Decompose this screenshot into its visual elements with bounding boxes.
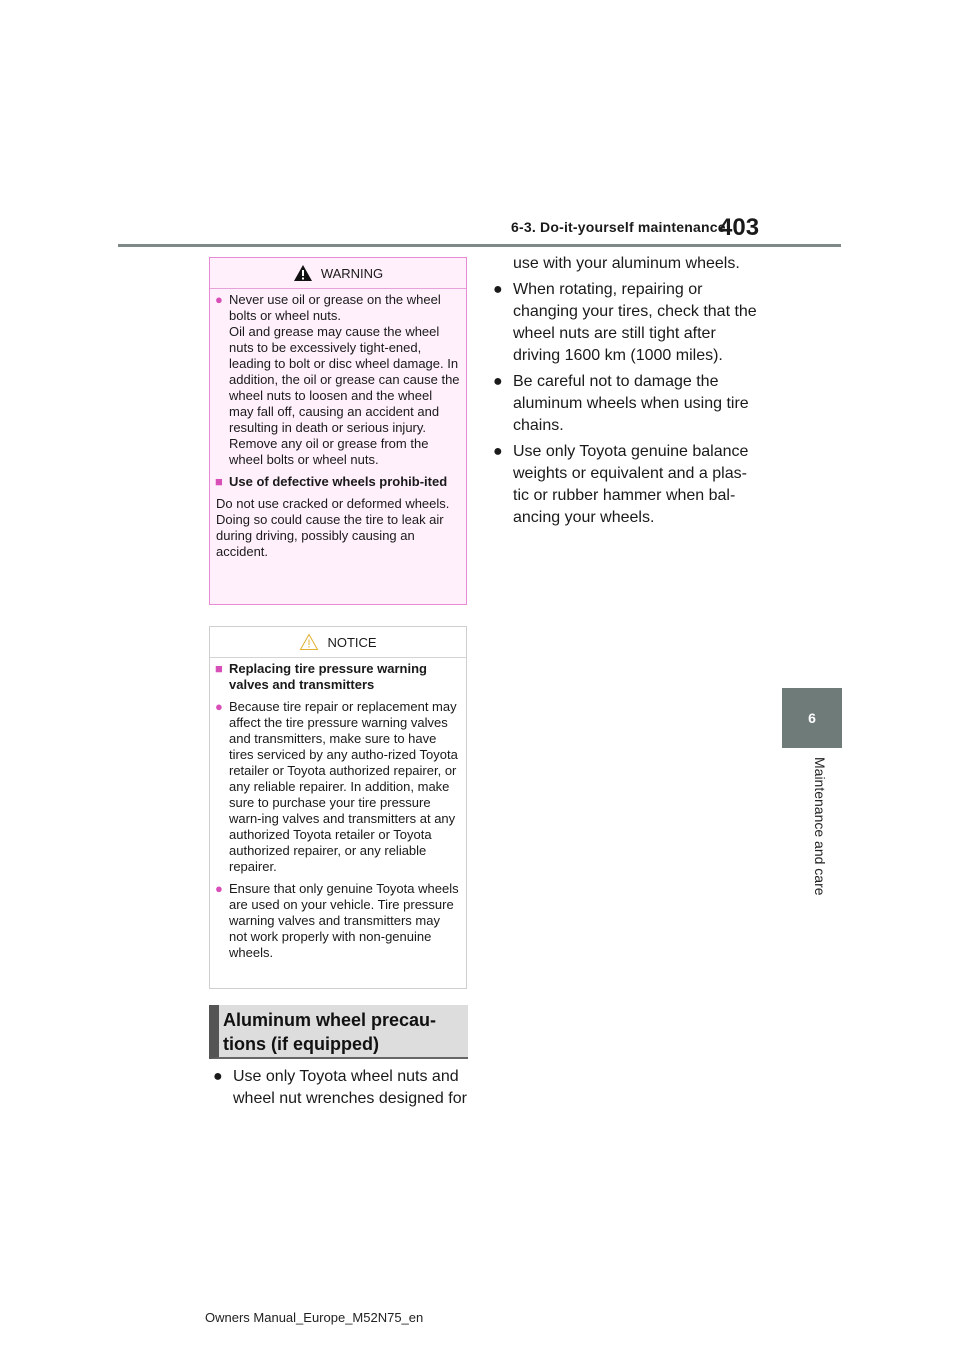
warning-title: WARNING — [320, 265, 384, 281]
list-item: ● Use only Toyota wheel nuts and wheel nut wrenches designed for — [213, 1068, 467, 1107]
bullet-icon: ● — [213, 1068, 223, 1085]
notice-header — [210, 627, 466, 658]
page-number: 403 — [719, 214, 760, 241]
warning-subhead: ■ Use of defective wheels prohib-ited — [215, 474, 448, 489]
warning-header — [210, 258, 466, 289]
chapter-label: Maintenance and care — [812, 757, 828, 896]
caution-triangle-icon — [299, 633, 319, 651]
warning-box — [209, 257, 467, 605]
list-item-continuation: use with your aluminum wheels. — [513, 255, 740, 272]
notice-title: NOTICE — [327, 634, 377, 650]
section-heading: Aluminum wheel precau- tions (if equipped) — [209, 1005, 468, 1059]
chapter-tab: 6 — [782, 688, 842, 748]
notice-item: ● Because tire repair or replacement may affect the tire pressure warning valves and transmitters, make sure to have tires serviced by any autho-rized Toyota retailer or Toyota authorized repairer, or any reliable repairer. In addition, make sure to purchase your tire pressure warn-ing valves and transmitters at any authorized Toyota retailer or Toyota authorized repairer, or any reliable repairer. — [215, 699, 458, 874]
bullet-list-right — [491, 253, 761, 529]
list-item: ● Be careful not to damage the aluminum wheels when using tire chains. — [493, 373, 749, 434]
warning-triangle-icon — [293, 264, 313, 282]
bullet-list-left — [211, 1066, 471, 1110]
list-item: ● When rotating, repairing or changing your tires, check that the wheel nuts are still tight after driving 1600 km (1000 miles). — [493, 281, 757, 364]
header-rule — [118, 244, 841, 247]
notice-box — [209, 626, 467, 989]
bullet-icon: ● — [493, 443, 503, 460]
bullet-square-icon: ■ — [215, 474, 223, 489]
bullet-icon: ● — [493, 373, 503, 390]
notice-subhead: ■ Replacing tire pressure warning valves and transmitters — [215, 661, 427, 692]
footer: Owners Manual_Europe_M52N75_en — [205, 1310, 424, 1325]
bullet-circle-icon: ● — [215, 881, 223, 896]
warning-subtext: Do not use cracked or deformed wheels. Doing so could cause the tire to leak air during driving, possibly causing an accident. — [216, 496, 450, 559]
warning-item: ● Never use oil or grease on the wheel bolts or wheel nuts. Oil and grease may cause the wheel nuts to be excessively tight-ened, leading to bolt or disc wheel damage. In addition, the oil or grease can cause the wheel nuts to loosen and the wheel may fall off, causing an accident and resulting in death or serious injury. Remove any oil or grease from the wheel bolts or wheel nuts. — [215, 292, 460, 467]
bullet-circle-icon: ● — [215, 292, 223, 307]
section-header: 6-3. Do-it-yourself maintenance — [511, 219, 726, 235]
bullet-square-icon: ■ — [215, 661, 223, 676]
bullet-circle-icon: ● — [215, 699, 223, 714]
bullet-icon: ● — [493, 281, 503, 298]
list-item: ● Use only Toyota genuine balance weights or equivalent and a plas-tic or rubber hammer when bal-ancing your wheels. — [493, 443, 749, 526]
notice-item: ● Ensure that only genuine Toyota wheels are used on your vehicle. Tire pressure warning valves and transmitters may not work properly with non-genuine wheels. — [215, 881, 459, 960]
